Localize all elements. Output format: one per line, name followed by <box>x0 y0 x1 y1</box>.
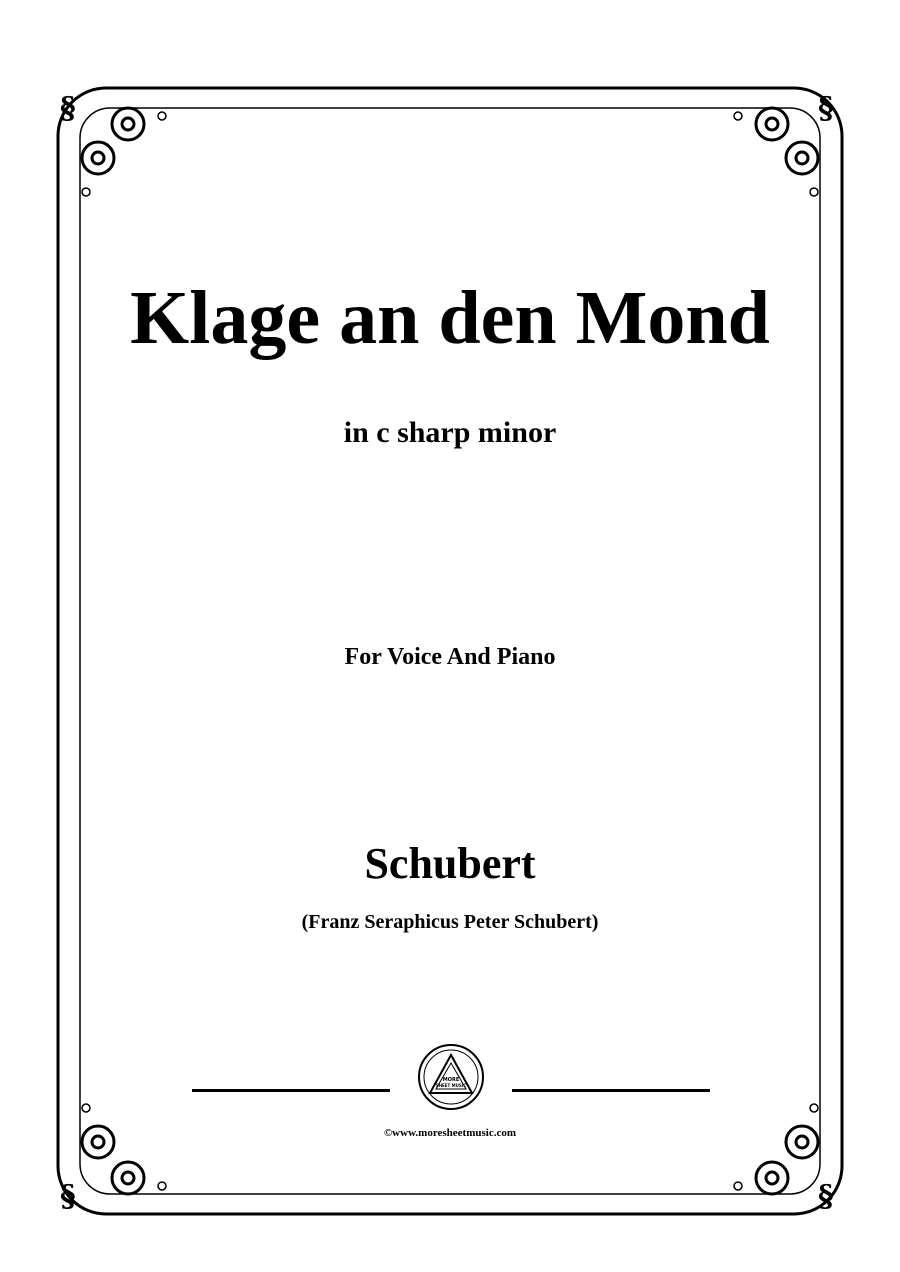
logo-text-bottom: SHEET MUSIC <box>435 1083 467 1088</box>
page-title: Klage an den Mond <box>130 276 770 360</box>
divider-right <box>512 1089 710 1092</box>
svg-text:§: § <box>60 91 76 126</box>
corner-ornament-top-right <box>756 108 818 174</box>
svg-text:§: § <box>818 1179 834 1214</box>
corner-ornament-top-left <box>82 108 144 174</box>
composer-name: Schubert <box>364 839 536 888</box>
svg-text:§: § <box>818 91 834 126</box>
divider-left <box>192 1089 390 1092</box>
instrumentation: For Voice And Piano <box>344 644 556 670</box>
copyright-link[interactable]: ©www.moresheetmusic.com <box>383 1127 517 1139</box>
key-subtitle: in c sharp minor <box>343 416 557 449</box>
svg-text:§: § <box>60 1179 76 1214</box>
composer-full-name: (Franz Seraphicus Peter Schubert) <box>301 911 599 933</box>
logo-text-top: MORE <box>442 1077 460 1083</box>
publisher-logo-icon <box>417 1043 485 1111</box>
